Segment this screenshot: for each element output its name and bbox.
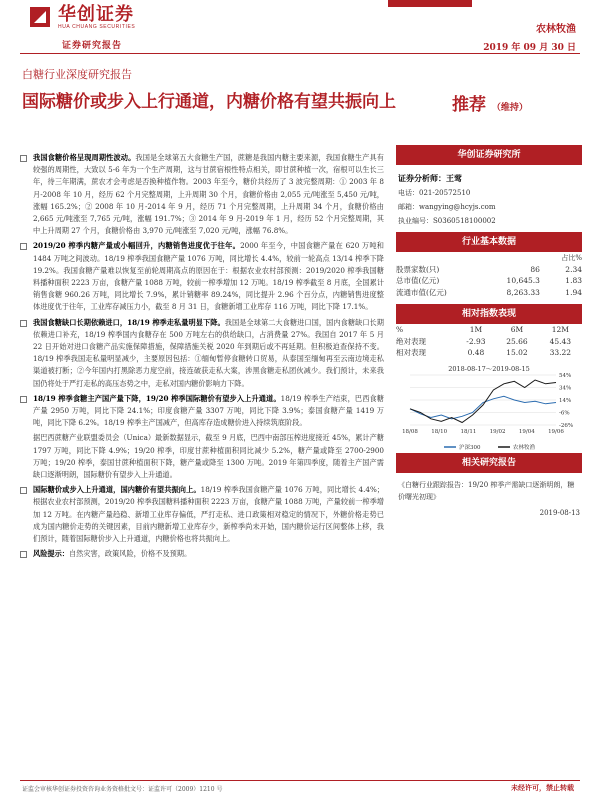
bullet-box-icon [20,396,27,403]
paragraph-lead: 2019/20 榨季内糖产量或小幅回升，内糖销售进度优于往年。 [33,241,241,251]
paragraph-lead: 风险提示： [33,549,69,559]
footer-divider [20,780,580,781]
performance-chart [396,363,582,453]
report-date: 2019 年 09 月 30 日 [483,43,576,53]
analyst-info [396,165,582,232]
pct-header: 占比% [561,253,582,262]
table-row: 相对表现 0.48 15.02 33.22 [396,348,572,358]
paragraph-lead: 我国食糖缺口长期依赖进口，18/19 榨季走私量明显下降。 [33,317,225,327]
paragraph-text: 据巴西蔗糖产业联盟委员会（Unica）最新数据显示，截至 9 月底，巴西中南部压榨进度接近 45%，累计产糖 1797 万吨，同比下降 4.9%；19/20 榨季，印度甘蔗种植面积同比减少 5.2%，糖产量或降至 2700-2900 万吨；19/20 榨季，泰国甘蔗种植面积下降，糖产量或降至 1300 万吨。2019 年第四季度，随着主产国产需缺口逐渐明朗，国际糖价有望步入上升通道。 [33,433,384,480]
company-logo [30,6,135,30]
summary-paragraph [18,432,384,481]
industry-label: 农林牧渔 [536,24,576,35]
logo-mark-icon [30,7,52,29]
paragraph-text: 18/19 榨季我国食糖产量 1076 万吨，同比增长 4.4%；根据农业农村部预测，2019/20 榨季我国糖料播种面积 2223 万亩，食糖产量 1088 万吨，产量较前一榨季增加 12 万吨。在内糖产量趋稳、新增工业库存偏低，严打走私、进口政策相对稳定的情况下，外糖价格走势已成为国内糖价走势的关键因素，目前内糖新增工业库存少，新榨季尚未开始，国内糖价运行区间整体上移，我们预计，随着国际糖价步入上升通道，内糖价格也将共振向上。 [33,485,384,544]
logo-name-en: HUA CHUANG SECURITIES [58,24,136,30]
related-report-date: 2019-08-13 [539,508,580,517]
summary-paragraph [18,393,384,430]
institute-header: 华创证券研究所 [396,145,582,165]
risk-paragraph [18,548,384,560]
series-line [410,396,556,419]
bullet-box-icon [20,487,27,494]
performance-header: 相对指数表现 [396,304,582,324]
y-tick-label: -26% [559,422,574,429]
paragraph-text: 18/19 榨季生产结束，巴西食糖产量 2950 万吨，同比下降 24.1%；印度食糖产量 3307 万吨，同比下降 3.9%；泰国食糖产量 1419 万吨，同比下降 6.2%。18/19 榨季主产国减产，但高库存造成糖价进入持续筑底阶段。 [33,393,384,428]
bullet-box-icon [20,320,27,327]
sidebar [396,145,582,525]
analyst-license: 执业编号：S0360518100002 [398,217,496,225]
paragraph-text: 我国是全球第五大食糖生产国，蔗糖是我国内糖主要来源，我国食糖生产具有较强的周期性，大致以 5-6 年为一个生产周期，这与甘蔗宿根性特点相关，即甘蔗种植一次，宿根可以生长三年，待三年期满，蔗农才会考虑是否换种植作物。2003 年至今，糖价共经历了 3 波完整周期：① 2003 年 8 月-2008 年 10 月，经历 62 个月完整周期，上升周期 30 个月，食糖价格由 2,055 元/吨涨至 5,450 元/吨，涨幅 165.2%；② 2008 年 10 月-2014 年 9 月，经历 71 个月完整周期，上升周期 34 个月，食糖价格由 2,665 元/吨涨至 7,765 元/吨，涨幅 191.7%；③ 2014 年 9 月-2019 年 1 月，经历 52 个月完整周期，其中上升周期 27 个月，食糖价格由 3,970 元/吨涨至 7,020 元/吨，涨幅 76.8%。 [33,153,384,236]
related-report [396,473,582,525]
paragraph-lead: 国际糖价或步入上升通道，国内糖价有望共振向上。 [33,485,201,495]
x-tick-label: 19/02 [489,428,506,435]
paragraph-text: 我国是全球第二大食糖进口国，国内食糖缺口长期依赖进口补充，18/19 榨季国内食糖存在 500 万吨左右的供给缺口，占消费量 27%。我国自 2017 年 5 月 22 日开始对进口食糖产品实施保障措施，保障措施关税 2020 年到期后或不再延期。但积极迫查保持不变。18/19 榨季我国走私量明显减少，主要原因包括：①缅甸暂停食糖转口贸易，从泰国至缅甸再至云南边境走私渠道被打断；②今年国内打黑除恶力度空前，接连破获走私大案，涉黑食糖走私团伙减少。我们预计，未来我国仍将处于严打走私的高压态势之中，走私对国内糖价影响力下降。 [33,317,384,388]
bullet-box-icon [20,155,27,162]
performance-chart-svg [396,363,582,453]
analyst-label: 证券分析师： [398,173,446,183]
basic-data-header: 行业基本数据 [396,232,582,252]
top-accent-band [388,0,472,7]
summary-body [18,152,384,564]
analyst-phone: 电话：021-20572510 [398,189,471,197]
x-tick-label: 19/06 [548,428,564,435]
report-title: 国际糖价或步入上行通道，内糖价格有望共振向上 [22,92,396,112]
x-tick-label: 18/10 [431,428,448,435]
basic-data-table [396,252,582,298]
paragraph-lead: 18/19 榨季食糖主产国产量下降，19/20 榨季国际糖价有望步入上升通道。 [33,393,281,403]
x-tick-label: 18/08 [402,428,418,435]
table-row: 股票家数(只) 86 2.34 [396,264,582,274]
performance-table [396,324,582,359]
legend-label: 农林牧渔 [513,444,536,451]
x-tick-label: 18/11 [460,428,477,435]
related-report-title[interactable]: 《白糖行业跟踪报告：19/20 榨季产需缺口逐渐明朗，糖价曙光初现》 [398,480,575,501]
paragraph-lead: 我国食糖价格呈现周期性波动。 [33,153,136,162]
paragraph-text: 自然灾害，政策风险，价格不及预期。 [68,549,192,559]
header-divider [20,53,580,54]
paragraph-text: 2000 年至今，中国食糖产量在 620 万吨和 1484 万吨之间波动。18/19 榨季我国食糖产量 1076 万吨，同比增长 4.4%，较前一轮高点 13/14 榨季下降 19.2%。我国食糖产量难以恢复至前轮周期高点的原因在于：根据农业农村部预测：2019/2020 榨季我国糖料播种面积 2223 万亩，食糖产量 1088 万吨，较前一榨季增加 12 万吨。18/19 榨季截至 8 月底，全国累计销售食糖 960.26 万吨，同比增长 7.9%，累计销糖率 89.24%，同比提升 2.96 个百分点，内糖销售进度整体进度优于往年，工业库存减压力小，截至 8 月 31 日，食糖新增工业库存 116 万吨，同比下降 17.1%。 [33,241,384,312]
bullet-box-icon [20,551,27,558]
summary-paragraph [18,240,384,313]
table-header-row: % 1M 6M 12M [396,325,569,335]
rating-label: 推荐 [452,95,486,115]
footer-license: 证监会审核华创证券投资咨询业务资格批文号：证监许可（2009）1210 号 [22,786,223,793]
logo-name: 华创证券 [58,4,134,25]
y-tick-label: -6% [559,410,570,416]
legend-label: 沪深300 [459,444,481,451]
related-header: 相关研究报告 [396,453,582,473]
chart-title: 2018-08-17～2019-08-15 [448,364,530,373]
y-tick-label: 54% [559,372,572,379]
y-tick-label: 14% [559,397,572,404]
table-row: 总市值(亿元) 10,645.3 1.83 [396,276,582,286]
summary-paragraph [18,152,384,237]
summary-paragraph [18,484,384,545]
report-type: 证券研究报告 [62,41,123,51]
bullet-box-icon [20,243,27,250]
report-subject: 白糖行业深度研究报告 [22,68,132,81]
y-tick-label: 34% [559,385,572,391]
table-row: 流通市值(亿元) 8,263.33 1.94 [396,287,582,297]
table-row: 绝对表现 -2.93 25.66 45.43 [396,336,572,346]
rating-sub: （维持） [491,103,528,113]
summary-paragraph [18,317,384,390]
analyst-email: 邮箱：wangying@hcyjs.com [398,203,496,211]
footer-notice: 未经许可，禁止转载 [511,783,574,792]
x-tick-label: 19/04 [518,428,535,435]
analyst-name: 王莺 [446,173,462,183]
rating [452,90,528,115]
